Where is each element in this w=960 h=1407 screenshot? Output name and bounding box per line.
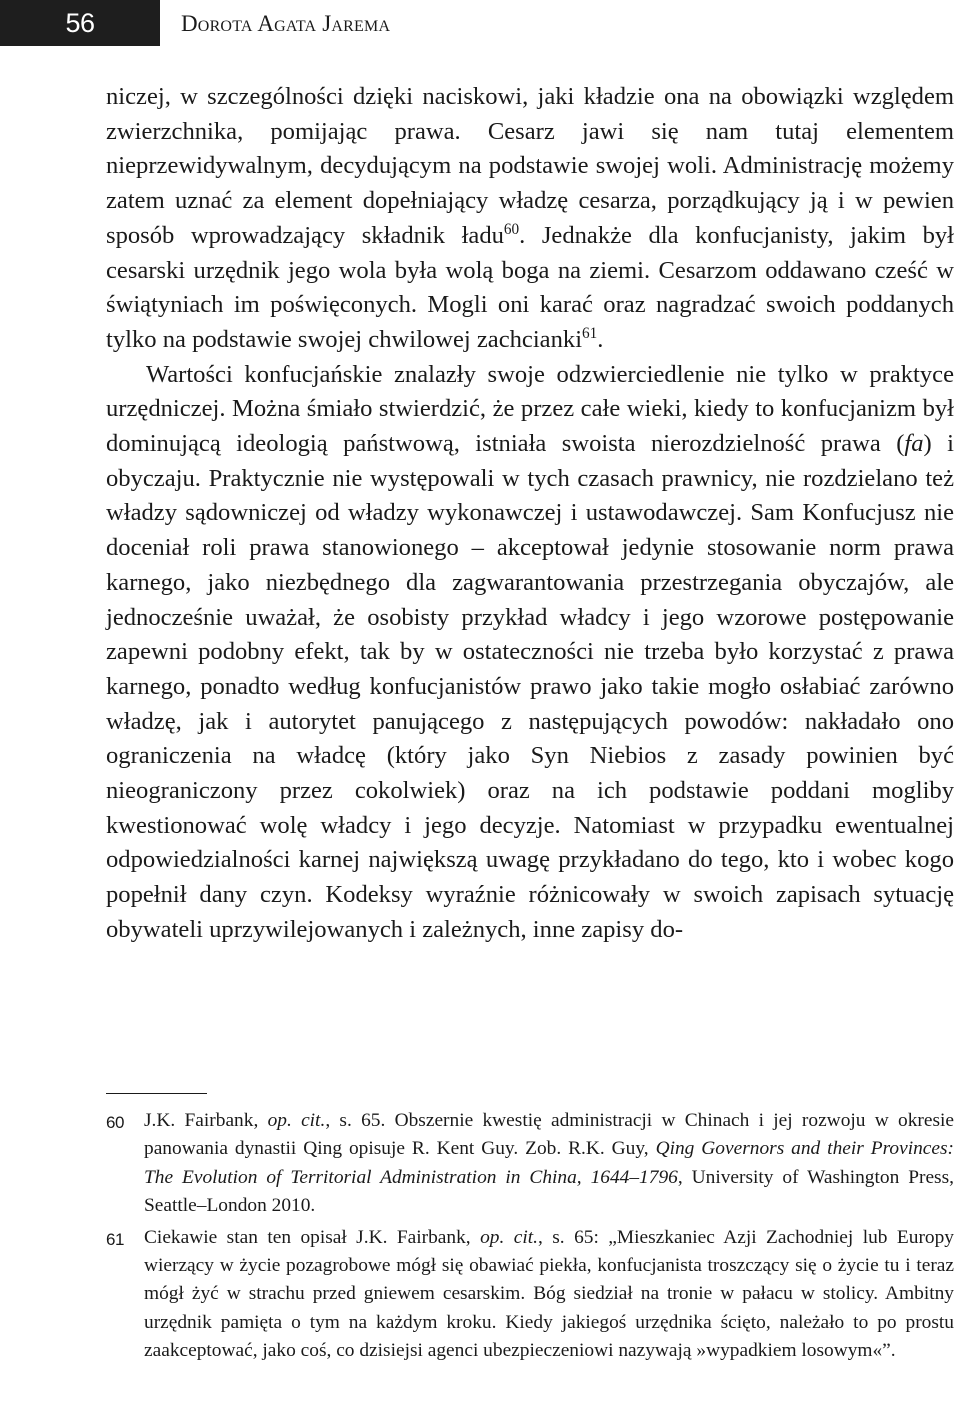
page-header [0,0,960,46]
footnote-text [144,1107,954,1221]
footnote-number: 61 [106,1229,124,1249]
paragraph-2-text-b: ) i obyczaju. Praktycznie nie występowali w tych czasach prawnicy, nie rozdzielano też władzy sądowniczej od władzy wykonawczej i ustawodawczej. Sam Konfucjusz nie doceniał roli prawa stanowionego – akceptował jedynie stosowanie norm prawa karnego, jako niezbędnego dla zagwarantowania przestrzegania obyczajów, ale jednocześnie uważał, że osobisty przykład władcy i jego wzorowe postępowanie zapewni podobny efekt, tak by w ostateczności nie trzeba było korzystać z prawa karnego, ponadto według konfucjanistów prawo jako takie mogło osłabiać zarówno władzę, jak i autorytet panującego z następujących powodów: nakładało ono ograniczenia na władcę (który jako Syn Niebios z zasady powinien być nieograniczony przez cokolwiek) oraz na ich podstawie poddani mogliby kwestionować wolę władcy i jego decyzje. Natomiast w przypadku ewentualnej odpowiedzialności karnej największą uwagę przykładano do tego, kto i wobec kogo popełnił dany czyn. Kodeksy wyraźnie różnicowały w swoich zapisach sytuację obywateli uprzywilejowanych i zależnych, inne zapisy do- [106,430,954,943]
footnote-60-text-b: , s. 65. Obszernie kwestię administracji w Chinach i jej rozwoju w okresie panowania dynastii Qing opisuje R. Kent Guy. Zob. R.K. Guy, [144,1110,954,1160]
footnote-61-text-a: Ciekawie stan ten opisał J.K. Fairbank, [144,1226,481,1248]
running-head: Dorota Agata Jarema [181,11,391,36]
paragraph-2-text-a: Wartości konfucjańskie znalazły swoje odzwierciedlenie nie tylko w praktyce urzędniczej. Można śmiało stwierdzić, że przez całe wieki, kiedy to konfucjanizm był dominującą ideologią państwową, istniała swoista nierozdzielność prawa ( [106,360,954,458]
page-number [0,0,160,46]
footnote-60-text-c: , University of Washington Press, Seattle–London 2010. [144,1166,954,1217]
footnote-60 [106,1107,954,1221]
paragraph-1-text-c: . [597,325,604,353]
footnote-60-text-a: J.K. Fairbank, [144,1110,268,1131]
footnote-separator [106,1093,207,1094]
page-number-text: 56 [65,7,95,38]
footnote-61-italic-a: op. cit. [480,1226,538,1248]
footnote-number: 60 [106,1113,124,1132]
paragraph-2 [106,358,954,948]
footnote-text [144,1224,954,1366]
term-fa: fa [904,430,924,458]
paragraph-1 [106,80,954,358]
paragraph-1-text-a: niczej, w szczególności dzięki naciskowi, jaki kładzie ona na obowiązki względem zwierzchnika, pomijając prawa. Cesarz jawi się nam tutaj elementem nieprzewidywalnym, decydującym na podstawie swojej woli. Administrację możemy zatem uznać za element dopełniający władzę cesarza, porządkujący ją i w pewien sposób wprowadzający składnik ładu [106,83,954,249]
footnotes [106,1107,954,1366]
body-text [106,80,954,948]
footnote-60-italic-a: op. cit. [267,1110,326,1131]
paragraph-1-text-b: . Jednakże dla konfucjanisty, jakim był cesarski urzędnik jego wola była wolą boga na ziemi. Cesarzom oddawano cześć w świątyniach im poświęconych. Mogli oni karać oraz nagradzać swoich poddanych tylko na podstawie swojej chwilowej zachcianki [106,221,954,353]
footnote-ref-60[interactable]: 60 [503,220,520,238]
book-title: Qing Governors and their Provinces: The Evolution of Territorial Administration in China, 1644–1796 [144,1138,954,1188]
footnote-ref-61[interactable]: 61 [582,324,598,342]
footnote-61-text-b: , s. 65: „Mieszkaniec Azji Zachodniej lub Europy wierzący w życie pozagrobowe mógł się obawiać piekła, konfucjanista troszczący się o życie tu i teraz mógł żyć w strachu przed gniewem cesarskim. Bóg siedział na tronie w pałacu w stolicy. Ambitny urzędnik pamięta o tym na każdym kroku. Kiedy jakiegoś urzędnika ścięto, należało to po prostu zaakceptować, jako coś, co dzisiejsi agenci ubezpieczeniowi nazywają »wypadkiem losowym«”. [144,1226,954,1362]
footnote-61 [106,1224,954,1366]
